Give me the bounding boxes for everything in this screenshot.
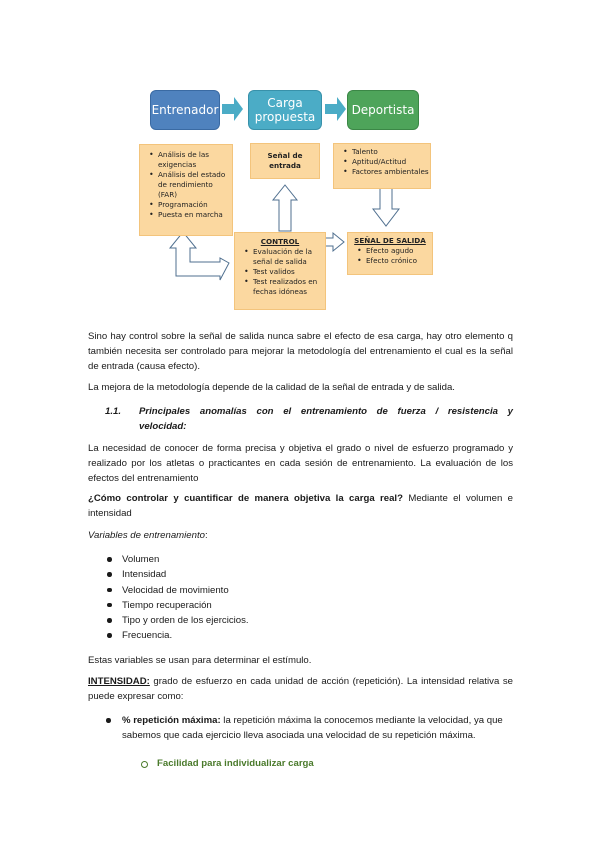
node-entrenador-label: Entrenador bbox=[151, 103, 219, 117]
bullet-dot bbox=[106, 718, 111, 723]
heading-line-2: velocidad: bbox=[139, 421, 187, 432]
paragraph-mejora-metodologia: La mejora de la metodología depende de la calidad de la señal de entrada y de salida. bbox=[88, 382, 455, 393]
sub-bullet-circle bbox=[141, 761, 148, 768]
arrow-carga-to-deportista bbox=[325, 97, 346, 121]
senal-entrada-title-2: entrada bbox=[269, 161, 301, 170]
rm-bold: % repetición máxima: bbox=[122, 715, 221, 726]
list-item: Volumen bbox=[88, 552, 249, 567]
control-box bbox=[234, 232, 326, 310]
list-item: • Efecto agudo bbox=[366, 246, 432, 256]
sub-item-facilidad: Facilidad para individualizar carga bbox=[157, 758, 314, 769]
node-entrenador bbox=[150, 90, 220, 130]
variables-heading-italic: Variables de entrenamiento bbox=[88, 530, 205, 541]
control-title: CONTROL bbox=[260, 237, 300, 246]
list-item: Tipo y orden de los ejercicios. bbox=[88, 613, 249, 628]
arrow-up-to-entrada bbox=[273, 185, 297, 231]
list-item: • Efecto crónico bbox=[366, 256, 432, 266]
arrow-entrenador-to-carga bbox=[222, 97, 243, 121]
arrow-control-to-left-box bbox=[170, 232, 229, 280]
list-item: Velocidad de movimiento bbox=[88, 583, 249, 598]
heading-line-1: Principales anomalías con el entrenamiento de fuerza / resistencia y bbox=[139, 406, 513, 417]
list-item: • Evaluación de la señal de salida bbox=[253, 247, 325, 267]
intensidad-label: INTENSIDAD: bbox=[88, 676, 150, 687]
list-item: • Talento bbox=[352, 147, 430, 157]
senal-salida-box bbox=[347, 232, 433, 275]
list-item: • Test realizados en fechas idóneas bbox=[253, 277, 325, 297]
paragraph-necesidad: La necesidad de conocer de forma precisa y objetiva el grado o nivel de esfuerzo programado y realizado por los atletas o practicantes en cada sesión de entrenamiento. La evaluación de los efectos del entrenamiento bbox=[88, 443, 513, 484]
list-item: • Análisis del estado de rendimiento (FAR) bbox=[158, 170, 232, 200]
variables-heading bbox=[88, 528, 513, 543]
list-item: • Test validos bbox=[253, 267, 325, 277]
paragraph-rm bbox=[122, 713, 513, 743]
senal-salida-title: SEÑAL DE SALIDA bbox=[354, 236, 426, 245]
deportista-factors-box bbox=[333, 143, 431, 189]
list-item: Intensidad bbox=[88, 567, 249, 582]
list-item: • Aptitud/Actitud bbox=[352, 157, 430, 167]
node-carga-propuesta bbox=[248, 90, 322, 130]
entrenador-tasks-box bbox=[139, 144, 233, 236]
question-bold: ¿Cómo controlar y cuantificar de manera objetiva la carga real? bbox=[88, 493, 403, 504]
list-item: Tiempo recuperación bbox=[88, 598, 249, 613]
intensidad-rest: grado de esfuerzo en cada unidad de acción (repetición). La intensidad relativa se puede expresar como: bbox=[88, 676, 513, 702]
rm-rest: la repetición máxima la conocemos mediante la velocidad, ya que sabemos que cada ejercicio lleva asociada una velocidad de su repetición máxima. bbox=[122, 715, 503, 741]
list-item: Frecuencia. bbox=[88, 628, 249, 643]
list-item: • Factores ambientales bbox=[352, 167, 430, 177]
paragraph-intensidad bbox=[88, 674, 513, 704]
list-item: • Puesta en marcha bbox=[158, 210, 232, 220]
variables-list bbox=[88, 552, 249, 644]
node-carga-label-1: Carga bbox=[267, 96, 303, 110]
arrow-down-to-salida bbox=[373, 187, 399, 226]
list-item: • Programación bbox=[158, 200, 232, 210]
node-deportista-label: Deportista bbox=[351, 103, 415, 117]
node-carga-label-2: propuesta bbox=[254, 110, 316, 124]
node-deportista bbox=[347, 90, 419, 130]
paragraph-estimulo: Estas variables se usan para determinar el estímulo. bbox=[88, 655, 312, 666]
variables-heading-colon: : bbox=[204, 530, 208, 541]
paragraph-control-senal: Sino hay control sobre la señal de salida nunca sabre el efecto de esa carga, hay otro elemento q también necesita ser controlado para mejorar la metodología del entrenamiento el cual es la señal de entrada (causa efecto). bbox=[88, 331, 513, 372]
paragraph-question bbox=[88, 491, 513, 521]
question-rest: Mediante el volumen e intensidad bbox=[88, 493, 513, 519]
heading-number: 1.1. bbox=[105, 406, 122, 417]
senal-entrada-box bbox=[250, 143, 320, 179]
list-item: • Análisis de las exigencias bbox=[158, 150, 232, 170]
senal-entrada-title-1: Señal de bbox=[267, 151, 303, 160]
